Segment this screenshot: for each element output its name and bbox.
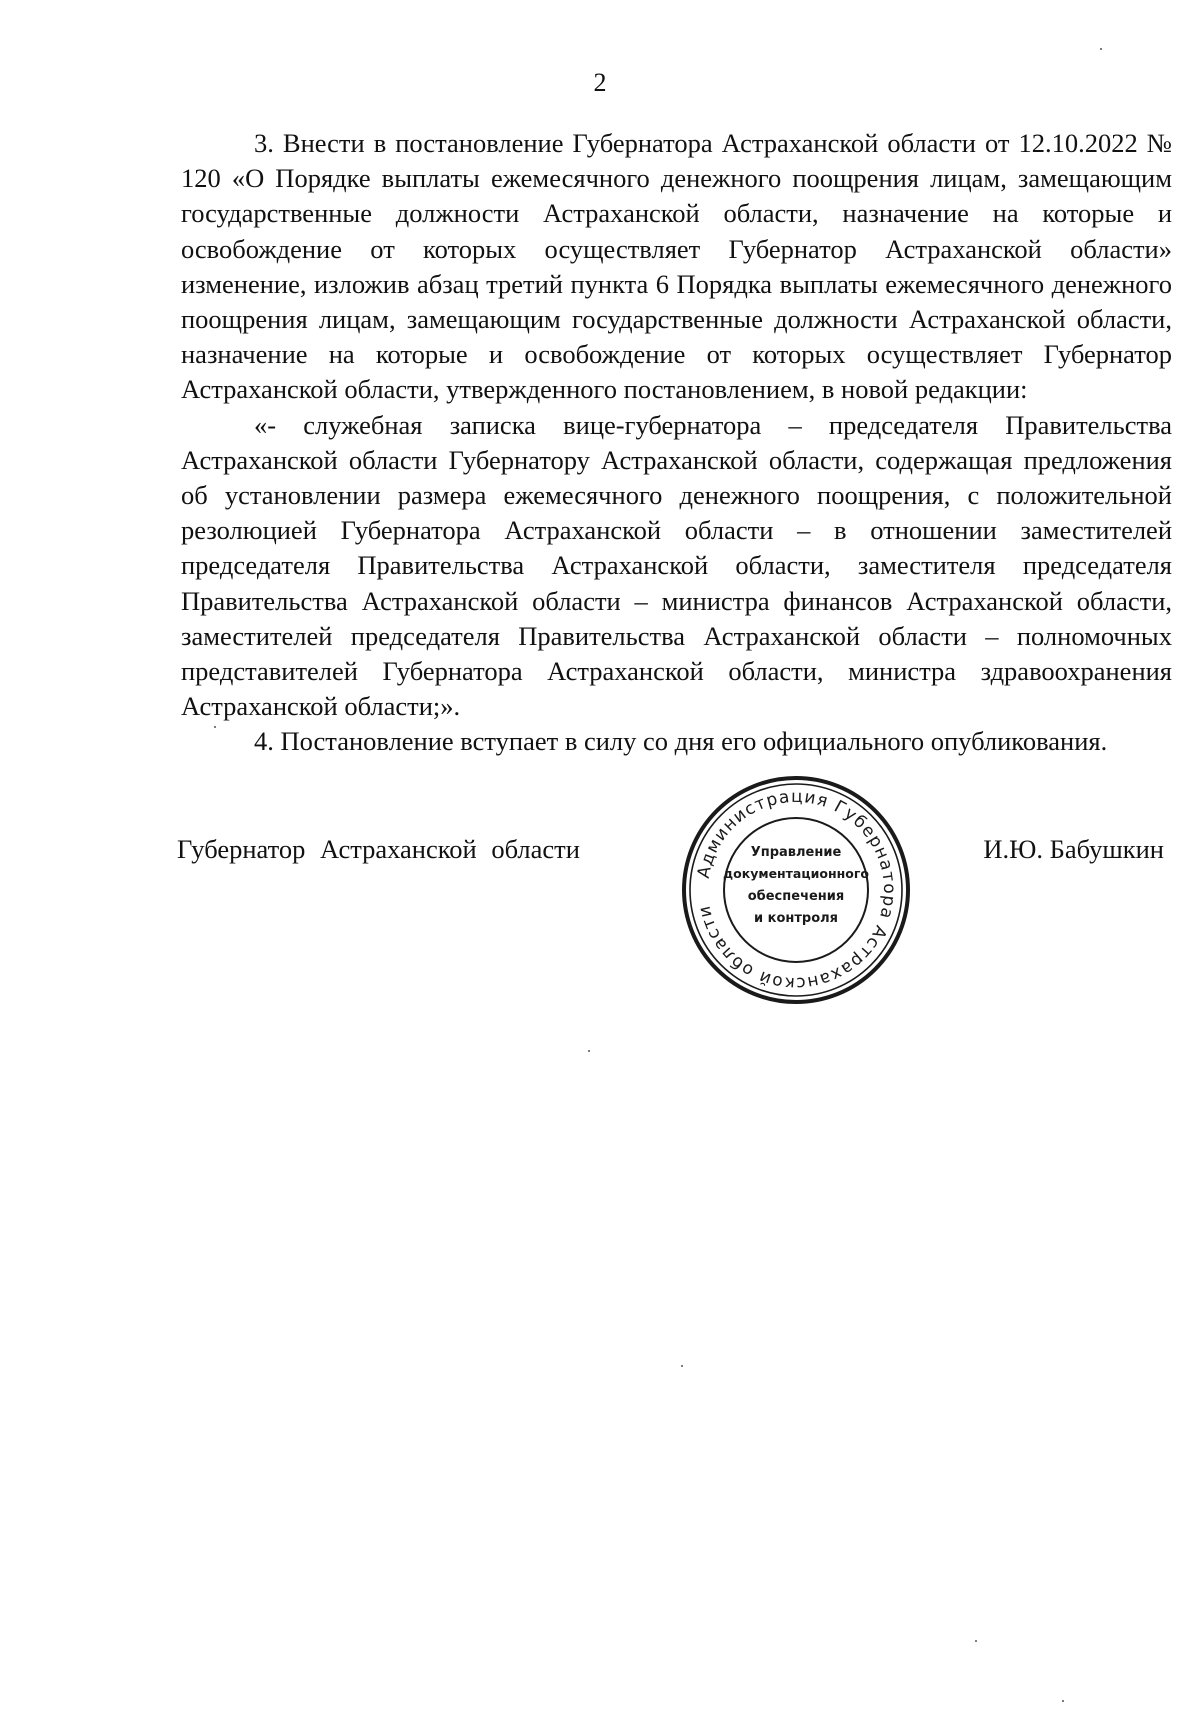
scan-speck	[214, 726, 216, 728]
page-number: 2	[593, 68, 607, 97]
document-body	[181, 126, 1172, 760]
scan-speck	[1100, 48, 1102, 50]
scan-speck	[681, 1365, 683, 1367]
official-seal	[676, 770, 916, 1010]
seal-center-line-3: обеспечения	[747, 889, 845, 904]
paragraph-item-3: 3. Внести в постановление Губернатора Астраханской области от 12.10.2022 № 120 «О Порядке выплаты ежемесячного денежного поощрения лицам, замещающим государственные должности Астраханской области, назначение на которые и освобождение от которых осуществляет Губернатор Астраханской области» изменение, изложив абзац третий пункта 6 Порядка выплаты ежемесячного денежного поощрения лицам, замещающим государственные должности Астраханской области, назначение на которые и освобождение от которых осуществляет Губернатор Астраханской области, утвержденного постановлением, в новой редакции:	[181, 128, 1172, 405]
signature-name: И.Ю. Бабушкин	[983, 834, 1164, 864]
scan-speck	[975, 1640, 977, 1642]
seal-center-line-4: и контроля	[753, 911, 839, 926]
scan-speck	[1062, 1700, 1064, 1702]
seal-center-line-2: документационного	[723, 866, 869, 881]
scan-speck	[588, 1050, 590, 1052]
seal-center-line-1: Управление	[750, 845, 842, 860]
paragraph-item-4: 4. Постановление вступает в силу со дня его официального опубликования.	[254, 726, 1108, 757]
paragraph-new-wording: «- служебная записка вице-губернатора – председателя Правительства Астраханской области Губернатору Астраханской области, содержащая предложения об установлении размера ежемесячного денежного поощрения, с положительной резолюцией Губернатора Астраханской области – в отношении заместителей председателя Правительства Астраханской области, заместителя председателя Правительства Астраханской области – министра финансов Астраханской области, заместителей председателя Правительства Астраханской области – полномочных представителей Губернатора Астраханской области, министра здравоохранения Астраханской области;».	[181, 409, 1172, 722]
seal-ring-text: Администрация Губернатора Астраханской области	[693, 786, 900, 994]
signature-title: Губернатор Астраханской области	[177, 834, 580, 864]
